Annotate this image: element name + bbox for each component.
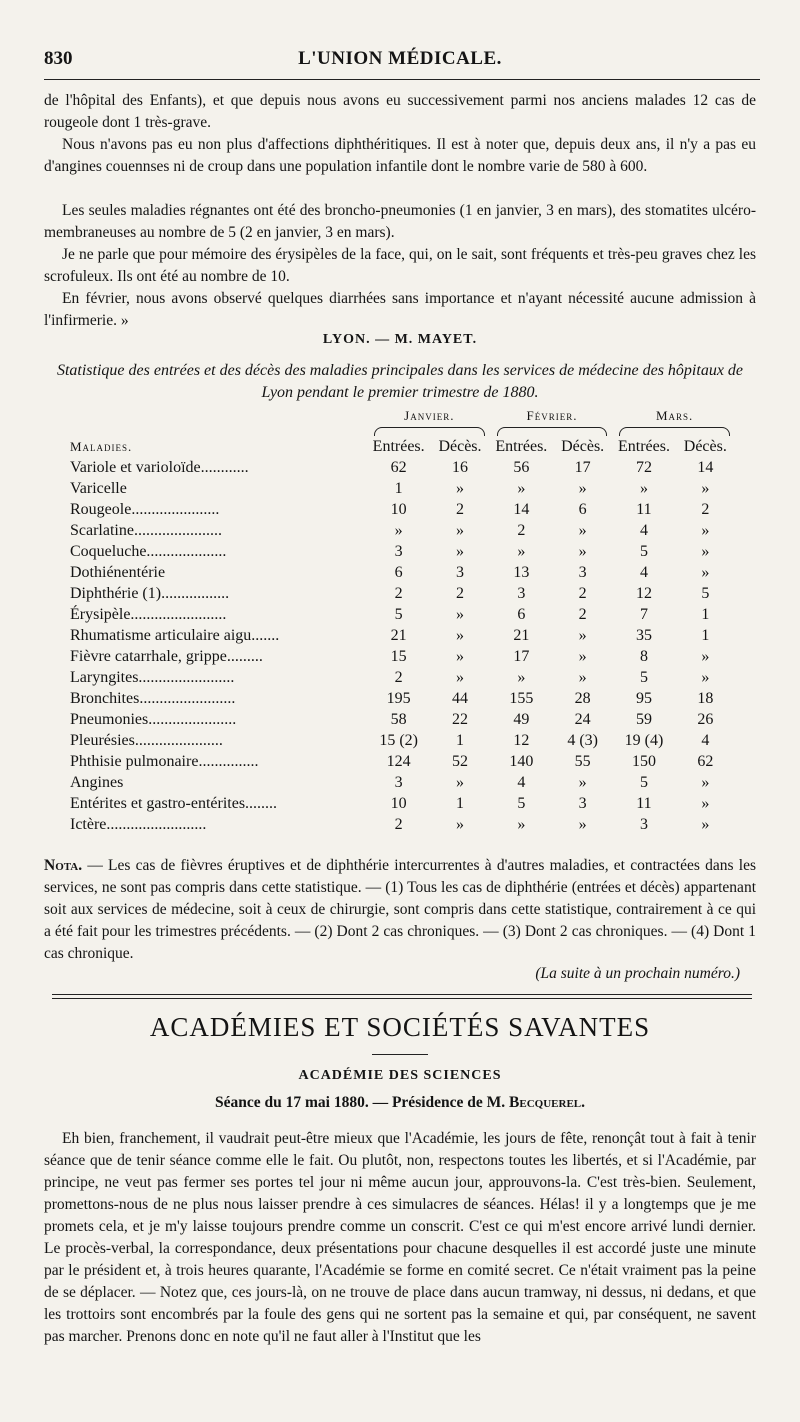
table-body — [70, 457, 736, 835]
disease-label: Varicelle — [70, 480, 127, 497]
disease-name — [70, 646, 368, 667]
month-header: Mars. — [655, 408, 694, 423]
cell-value: 140 — [509, 753, 534, 770]
cell-value: 5 — [639, 774, 648, 791]
disease-label: Ictère — [70, 816, 107, 833]
cell-value: » — [701, 795, 710, 812]
disease-name — [70, 688, 368, 709]
academy-subtitle: ACADÉMIE DES SCIENCES — [298, 1068, 502, 1083]
academies-title: ACADÉMIES ET SOCIÉTÉS SAVANTES — [149, 1012, 651, 1042]
cell-value: 5 — [701, 585, 710, 602]
col-header: Entrées. — [495, 438, 548, 455]
leader-dots: ...................... — [133, 522, 222, 539]
disease-label: Entérites et gastro-entérites — [70, 795, 246, 812]
cell-value: » — [701, 648, 710, 665]
cell-value: 44 — [451, 690, 468, 707]
section-divider — [52, 998, 752, 999]
table-row — [70, 793, 736, 814]
table-row — [70, 583, 736, 604]
table-row — [70, 814, 736, 835]
disease-name — [70, 709, 368, 730]
cell-value: 13 — [513, 564, 530, 581]
col-header: Décès. — [561, 438, 605, 455]
disease-label: Coqueluche — [70, 543, 147, 560]
intro-paragraph-4: Je ne parle que pour mémoire des érysipèles de la face, qui, on le sait, sont fréquents et très-peu graves chez les scrofuleux. Ils ont été au nombre de 10. — [44, 246, 756, 285]
cell-value: 8 — [639, 648, 648, 665]
leader-dots: ............... — [198, 753, 259, 770]
cell-value: » — [455, 627, 464, 644]
cell-value: 15 (2) — [379, 732, 418, 749]
cell-value: 26 — [697, 711, 714, 728]
table-row — [70, 772, 736, 793]
cell-value: 150 — [631, 753, 656, 770]
disease-label: Laryngites — [70, 669, 139, 686]
leader-dots: ........ — [245, 795, 278, 812]
header-rule — [44, 79, 760, 80]
table-row — [70, 520, 736, 541]
cell-value: 62 — [697, 753, 714, 770]
month-header: Janvier. — [404, 408, 455, 423]
month-brace — [613, 426, 736, 436]
cell-value: 62 — [390, 459, 407, 476]
table-row — [70, 688, 736, 709]
disease-name — [70, 604, 368, 625]
cell-value: 195 — [386, 690, 411, 707]
leader-dots: ................. — [161, 585, 230, 602]
cell-value: » — [701, 564, 710, 581]
cell-value: » — [517, 480, 526, 497]
cell-value: 5 — [639, 669, 648, 686]
cell-value: » — [455, 816, 464, 833]
page-number: 830 — [44, 48, 73, 69]
cell-value: » — [517, 669, 526, 686]
cell-value: » — [701, 669, 710, 686]
table-row — [70, 457, 736, 478]
cell-value: 2 — [517, 522, 526, 539]
cell-value: 5 — [394, 606, 403, 623]
cell-value: 4 (3) — [567, 732, 598, 749]
cell-value: 11 — [636, 501, 652, 518]
leader-dots: ........................ — [138, 669, 235, 686]
cell-value: 58 — [390, 711, 407, 728]
cell-value: 2 — [394, 585, 403, 602]
cell-value: » — [455, 522, 464, 539]
table-row — [70, 751, 736, 772]
cell-value: 49 — [513, 711, 530, 728]
cell-value: » — [701, 480, 710, 497]
cell-value: » — [455, 774, 464, 791]
cell-value: 28 — [574, 690, 591, 707]
intro-paragraph-1: de l'hôpital des Enfants), et que depuis nous avons eu successivement parmi nos anciens malades 12 cas de rougeole dont 1 très-grave. — [44, 92, 756, 131]
cell-value: » — [455, 480, 464, 497]
cell-value: 2 — [578, 585, 587, 602]
cell-value: » — [578, 543, 587, 560]
disease-label: Diphthérie (1) — [70, 585, 162, 602]
cell-value: 1 — [455, 732, 464, 749]
disease-name — [70, 583, 368, 604]
cell-value: 155 — [509, 690, 534, 707]
cell-value: 2 — [394, 816, 403, 833]
cell-value: 5 — [639, 543, 648, 560]
cell-value: » — [455, 543, 464, 560]
cell-value: 2 — [455, 501, 464, 518]
col-header: Entrées. — [372, 438, 425, 455]
month-brace — [368, 426, 491, 436]
title-rule — [372, 1054, 428, 1055]
disease-label: Rougeole — [70, 501, 132, 518]
cell-value: 14 — [697, 459, 714, 476]
cell-value: » — [578, 669, 587, 686]
cell-value: 10 — [390, 501, 407, 518]
cell-value: 55 — [574, 753, 591, 770]
cell-value: » — [578, 522, 587, 539]
cell-value: 21 — [390, 627, 407, 644]
section-divider — [52, 994, 752, 995]
cell-value: 3 — [517, 585, 526, 602]
disease-name — [70, 814, 368, 835]
nota-label: Nota. — [44, 857, 83, 874]
cell-value: » — [578, 774, 587, 791]
cell-value: 2 — [394, 669, 403, 686]
continued-note: (La suite à un prochain numéro.) — [535, 965, 740, 982]
table-row — [70, 646, 736, 667]
nota-paragraph — [44, 855, 756, 965]
cell-value: 10 — [390, 795, 407, 812]
cell-value: 6 — [394, 564, 403, 581]
disease-label: Angines — [70, 774, 124, 791]
cell-value: 6 — [517, 606, 526, 623]
disease-label: Rhumatisme articulaire aigu — [70, 627, 252, 644]
cell-value: 4 — [701, 732, 710, 749]
disease-label: Variole et varioloïde — [70, 459, 201, 476]
cell-value: 4 — [639, 522, 648, 539]
cell-value: 5 — [517, 795, 526, 812]
cell-value: 4 — [517, 774, 526, 791]
cell-value: 21 — [513, 627, 530, 644]
table-row — [70, 562, 736, 583]
month-header: Février. — [526, 408, 578, 423]
cell-value: 4 — [639, 564, 648, 581]
section-heading: LYON. — M. MAYET. — [322, 332, 478, 347]
disease-label: Phthisie pulmonaire — [70, 753, 199, 770]
col-header: Décès. — [438, 438, 482, 455]
cell-value: 2 — [701, 501, 710, 518]
cell-value: 15 — [390, 648, 407, 665]
cell-value: 2 — [578, 606, 587, 623]
seance-line — [44, 1094, 756, 1112]
col-header: Décès. — [683, 438, 727, 455]
disease-label: Érysipèle — [70, 606, 131, 623]
disease-name — [70, 751, 368, 772]
cell-value: 3 — [394, 774, 403, 791]
cell-value: 1 — [394, 480, 403, 497]
cell-value: 17 — [513, 648, 530, 665]
intro-paragraph-2: Nous n'avons pas eu non plus d'affections diphthéritiques. Il est à noter que, depuis deux ans, il n'y a pas eu d'angines couennses ni de croup dans une population infantile dont le nombre varie de 580 à 600. — [44, 136, 756, 175]
cell-value: » — [578, 816, 587, 833]
cell-value: » — [455, 606, 464, 623]
cell-value: 3 — [639, 816, 648, 833]
cell-value: 1 — [455, 795, 464, 812]
cell-value: 19 (4) — [624, 732, 664, 749]
cell-value: 6 — [578, 501, 587, 518]
leader-dots: ......... — [226, 648, 263, 665]
table-row — [70, 625, 736, 646]
leader-dots: ....... — [251, 627, 280, 644]
cell-value: » — [701, 522, 710, 539]
leader-dots: ...................... — [148, 711, 237, 728]
cell-value: 95 — [635, 690, 652, 707]
cell-value: 16 — [451, 459, 468, 476]
disease-name — [70, 667, 368, 688]
seance-date: Séance du 17 mai 1880. — Présidence de M. — [215, 1094, 510, 1111]
cell-value: 1 — [701, 606, 710, 623]
table-row — [70, 541, 736, 562]
journal-title: L'UNION MÉDICALE. — [298, 48, 502, 69]
table-row — [70, 499, 736, 520]
cell-value: 3 — [578, 564, 587, 581]
disease-label: Pleurésies — [70, 732, 135, 749]
leader-dots: ........................ — [139, 690, 236, 707]
disease-name — [70, 478, 368, 499]
disease-name — [70, 793, 368, 814]
cell-value: » — [701, 774, 710, 791]
cell-value: 3 — [394, 543, 403, 560]
president-name: Becquerel — [509, 1094, 582, 1111]
statistics-title: Statistique des entrées et des décès des maladies principales dans les services de médecine des hôpitaux de Lyon pendant le premier trimestre de 1880. — [56, 362, 744, 401]
table-row — [70, 604, 736, 625]
maladies-header: Maladies. — [70, 439, 133, 454]
cell-value: » — [701, 816, 710, 833]
leader-dots: .................... — [146, 543, 227, 560]
cell-value: » — [701, 543, 710, 560]
table-row — [70, 478, 736, 499]
statistics-table — [70, 405, 736, 835]
cell-value: 14 — [513, 501, 530, 518]
disease-label: Fièvre catarrhale, grippe — [70, 648, 227, 665]
disease-name — [70, 520, 368, 541]
cell-value: 18 — [697, 690, 714, 707]
disease-name — [70, 730, 368, 751]
disease-name — [70, 772, 368, 793]
leader-dots: ...................... — [134, 732, 223, 749]
academy-body-text: Eh bien, franchement, il vaudrait peut-être mieux que l'Académie, les jours de fête, renonçât tout à fait à tenir séance que de tenir séance comme elle le fait. Ou plutôt, non, respectons toutes les libertés, et si l'Académie, par principe, ne veut pas fermer ses portes tel jour ni même aucun jour, approuvons-la. C'est très-bien. Seulement, promettons-nous de ne plus nous laisser prendre à ces simulacres de séances. Hélas! il y a longtemps que je me promets cela, et je m'y laisse toujours prendre comme un conscrit. C'est ce qui m'est encore arrivé lundi dernier. Le procès-verbal, la correspondance, deux présentations pour chacune desquelles il est accordé juste une minute par le président et, à trois heures quarante, l'Académie se forme en comité secret. Ce n'était vraiment pas la peine de se déplacer. — Notez que, ces jours-là, on ne trouve de place dans aucun tramway, ni dessus, ni dedans, et que les trottoirs sont encombrés par la foule des gens qui ne sortent pas la semaine et qui, par conséquent, ne savent pas marcher. Prenons donc en note qu'il ne faut aller à l'Institut que les — [44, 1130, 756, 1345]
table-row — [70, 667, 736, 688]
cell-value: 12 — [513, 732, 530, 749]
leader-dots: ...................... — [131, 501, 220, 518]
disease-label: Bronchites — [70, 690, 140, 707]
disease-name — [70, 457, 368, 478]
cell-value: 12 — [635, 585, 652, 602]
cell-value: 22 — [451, 711, 468, 728]
month-brace — [491, 426, 614, 436]
disease-label: Scarlatine — [70, 522, 134, 539]
cell-value: » — [517, 816, 526, 833]
cell-value: 1 — [701, 627, 710, 644]
cell-value: 2 — [455, 585, 464, 602]
disease-name — [70, 499, 368, 520]
disease-label: Pneumonies — [70, 711, 149, 728]
intro-paragraph-5: En février, nous avons observé quelques diarrhées sans importance et n'ayant nécessité aucune admission à l'infirmerie. » — [44, 290, 756, 329]
disease-name — [70, 562, 368, 583]
disease-label: Dothiénentérie — [70, 564, 166, 581]
cell-value: 59 — [635, 711, 652, 728]
table-row — [70, 730, 736, 751]
cell-value: 11 — [636, 795, 652, 812]
cell-value: 35 — [635, 627, 652, 644]
cell-value: 52 — [451, 753, 468, 770]
intro-paragraph-3: Les seules maladies régnantes ont été des broncho-pneumonies (1 en janvier, 3 en mars), des stomatites ulcéro-membraneuses au nombre de 5 (2 en janvier, 3 en mars). — [44, 202, 756, 241]
cell-value: » — [578, 480, 587, 497]
cell-value: 24 — [574, 711, 591, 728]
cell-value: 3 — [578, 795, 587, 812]
col-header: Entrées. — [617, 438, 670, 455]
cell-value: 17 — [574, 459, 591, 476]
cell-value: » — [578, 648, 587, 665]
table-row — [70, 709, 736, 730]
cell-value: 56 — [513, 459, 530, 476]
cell-value: 72 — [635, 459, 652, 476]
leader-dots: ......................... — [106, 816, 207, 833]
cell-value: » — [578, 627, 587, 644]
cell-value: » — [455, 669, 464, 686]
running-header — [44, 48, 756, 74]
cell-value: 7 — [639, 606, 648, 623]
disease-name — [70, 625, 368, 646]
disease-name — [70, 541, 368, 562]
leader-dots: ........................ — [130, 606, 227, 623]
leader-dots: ............ — [200, 459, 249, 476]
cell-value: 3 — [455, 564, 464, 581]
nota-text: — Les cas de fièvres éruptives et de diphthérie intercurrentes à d'autres maladies, et contractées dans les services, ne sont pas compris dans cette statistique. — (1) Tous les cas de diphthérie (entrées et décès) appartenant soit aux services de médecine, soit à ceux de chirurgie, sont compris dans cette statistique, contrairement à ce qui a été fait pour les trimestres précédents. — (2) Dont 2 cas chroniques. — (3) Dont 2 cas chroniques. — (4) Dont 1 cas chronique. — [44, 857, 756, 962]
cell-value: » — [455, 648, 464, 665]
cell-value: 124 — [386, 753, 411, 770]
cell-value: » — [394, 522, 403, 539]
cell-value: » — [639, 480, 648, 497]
seance-suffix: . — [581, 1094, 585, 1111]
cell-value: » — [517, 543, 526, 560]
